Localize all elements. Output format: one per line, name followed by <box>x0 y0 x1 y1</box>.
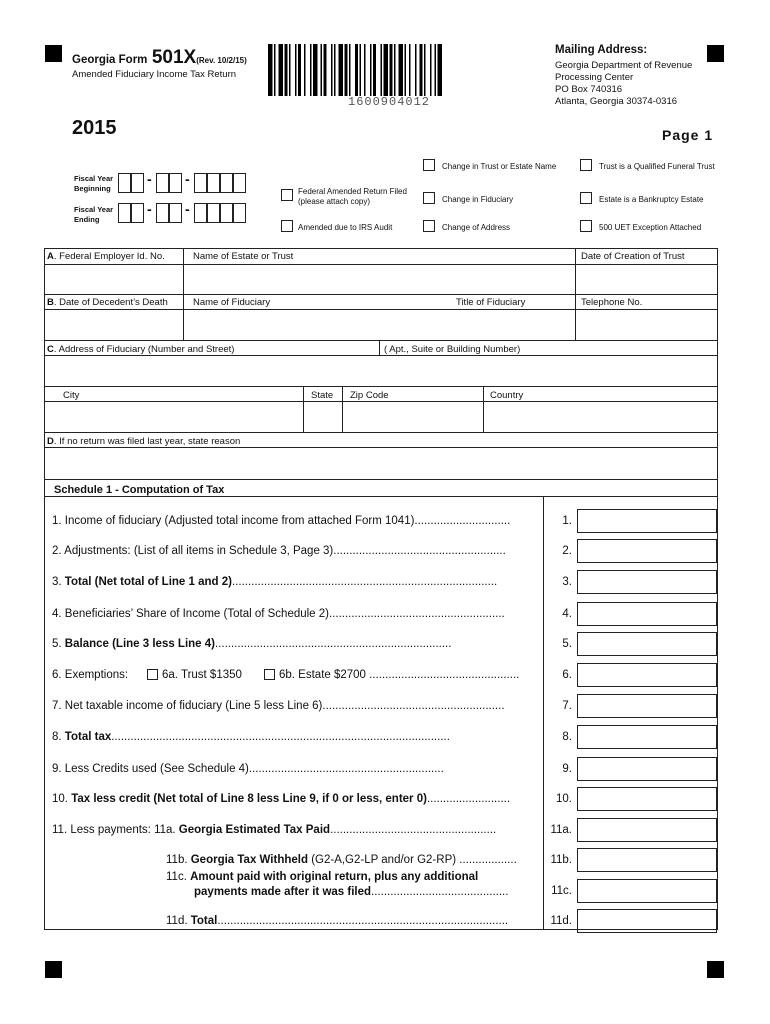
line-number: 11a. <box>550 824 572 836</box>
line-number: 9. <box>562 763 572 775</box>
line-number: 11c. <box>551 885 572 897</box>
barcode-bar <box>420 44 423 96</box>
city-label: City <box>63 390 80 401</box>
form-title <box>72 47 247 69</box>
federal-amended-label: Federal Amended Return Filed (please attach copy) <box>298 187 407 206</box>
state-field[interactable] <box>304 402 341 431</box>
fiscal-ending-label: Fiscal Year Ending <box>74 205 114 224</box>
date-digit-box[interactable] <box>118 203 131 223</box>
change-fiduciary-label: Change in Fiduciary <box>442 195 514 204</box>
country-label: Country <box>490 390 524 401</box>
line-number: 4. <box>562 608 572 620</box>
amount-field[interactable] <box>577 725 717 749</box>
barcode-bar <box>285 44 288 96</box>
date-digit-box[interactable] <box>194 173 207 193</box>
bankruptcy-estate-checkbox[interactable] <box>580 192 592 204</box>
barcode-bar <box>405 44 407 96</box>
change-trust-name-label: Change in Trust or Estate Name <box>442 162 557 171</box>
telephone-field[interactable] <box>576 310 717 339</box>
change-address-checkbox[interactable] <box>423 220 435 232</box>
fiscal-beginning-label: Fiscal Year Beginning <box>74 174 114 193</box>
amended-irs-checkbox[interactable] <box>281 220 293 232</box>
barcode-bar <box>349 44 351 96</box>
mailing-title: Mailing Address: <box>555 44 648 56</box>
date-digit-box[interactable] <box>156 203 169 223</box>
apt-label: ( Apt., Suite or Building Number) <box>384 344 521 355</box>
barcode-bar <box>435 44 437 96</box>
line-number: 1. <box>562 515 572 527</box>
zip-field[interactable] <box>343 402 482 431</box>
amount-field[interactable] <box>577 602 717 626</box>
barcode-bar <box>345 44 348 96</box>
qualified-funeral-label: Trust is a Qualified Funeral Trust <box>599 162 715 171</box>
amended-irs-label: Amended due to IRS Audit <box>298 223 393 232</box>
fiscal-year-ending-input[interactable] <box>118 203 268 225</box>
barcode-bar <box>334 44 336 96</box>
barcode-bar <box>415 44 417 96</box>
divider <box>44 432 718 433</box>
date-digit-box[interactable] <box>131 173 144 193</box>
amount-field[interactable] <box>577 694 717 718</box>
schedule-line: 3. Total (Net total of Line 1 and 2)................................................................................... <box>52 576 498 588</box>
registration-mark-bottom-left <box>45 961 62 978</box>
line-number: 5. <box>562 638 572 650</box>
registration-mark-bottom-right <box>707 961 724 978</box>
line-11d: 11d. Total........................................................................................... <box>166 915 509 927</box>
estate-name-label: Name of Estate or Trust <box>193 251 294 262</box>
date-digit-box[interactable] <box>194 203 207 223</box>
change-trust-name-checkbox[interactable] <box>423 159 435 171</box>
line-number: 6. <box>562 669 572 681</box>
barcode-bar <box>394 44 396 96</box>
barcode-bar <box>324 44 327 96</box>
date-digit-box[interactable] <box>207 203 220 223</box>
amount-field[interactable] <box>577 663 717 687</box>
line-number: 3. <box>562 576 572 588</box>
divider <box>44 479 718 480</box>
barcode-bar <box>438 44 443 96</box>
date-digit-box[interactable] <box>118 173 131 193</box>
line-11a: 11. Less payments: 11a. Georgia Estimated Tax Paid.................................................... <box>52 824 497 836</box>
amount-field[interactable] <box>577 632 717 656</box>
line-number: 11b. <box>550 854 572 866</box>
employer-id-field[interactable] <box>45 265 182 294</box>
amount-field[interactable] <box>577 879 717 903</box>
decedent-death-field[interactable] <box>45 310 182 339</box>
mailing-line4: Atlanta, Georgia 30374-0316 <box>555 96 678 107</box>
amount-field[interactable] <box>577 570 717 594</box>
date-digit-box[interactable] <box>233 173 246 193</box>
uet-exception-checkbox[interactable] <box>580 220 592 232</box>
divider <box>543 496 544 930</box>
line-number: 7. <box>562 700 572 712</box>
page-number: Page 1 <box>662 127 714 143</box>
bankruptcy-estate-label: Estate is a Bankruptcy Estate <box>599 195 704 204</box>
fiduciary-address-label: C. Address of Fiduciary (Number and Street) <box>47 344 235 355</box>
date-separator: - <box>185 201 190 217</box>
barcode-bar <box>384 44 389 96</box>
date-digit-box[interactable] <box>169 203 182 223</box>
barcode-bar <box>321 44 323 96</box>
barcode-bar <box>313 44 318 96</box>
line-11c: 11c. Amount paid with original return, plus any additional payments made after it was filed........................................... <box>166 871 509 898</box>
barcode-bar <box>355 44 358 96</box>
date-creation-label: Date of Creation of Trust <box>581 251 685 262</box>
tax-year: 2015 <box>72 117 117 139</box>
schedule-line: 2. Adjustments: (List of all items in Schedule 3, Page 3)...................................................... <box>52 545 506 557</box>
mailing-line1: Georgia Department of Revenue <box>555 60 693 71</box>
barcode-bar <box>339 44 344 96</box>
line-6: 6. Exemptions: <box>52 669 129 681</box>
amount-field[interactable] <box>577 509 717 533</box>
amount-field[interactable] <box>577 757 717 781</box>
divider <box>44 386 718 387</box>
fiduciary-name-field[interactable] <box>184 310 574 339</box>
barcode-number: 1600904012 <box>348 95 431 109</box>
divider <box>379 340 380 355</box>
exemption-estate-checkbox[interactable] <box>264 669 275 680</box>
date-digit-box[interactable] <box>131 203 144 223</box>
date-digit-box[interactable] <box>233 203 246 223</box>
barcode-bar <box>364 44 366 96</box>
registration-mark-top-right <box>707 45 724 62</box>
barcode-bar <box>430 44 432 96</box>
barcode-bar <box>268 44 273 96</box>
fiduciary-title-label: Title of Fiduciary <box>456 297 526 308</box>
date-digit-box[interactable] <box>220 173 233 193</box>
exemption-trust-checkbox[interactable] <box>147 669 158 680</box>
schedule-title: Schedule 1 - Computation of Tax <box>54 484 225 496</box>
state-label: State <box>311 390 334 401</box>
date-digit-box[interactable] <box>207 173 220 193</box>
barcode-bar <box>399 44 404 96</box>
estate-name-field[interactable] <box>184 265 574 294</box>
change-fiduciary-checkbox[interactable] <box>423 192 435 204</box>
line-11b: 11b. Georgia Tax Withheld (G2-A,G2-LP and/or G2-RP) .................. <box>166 854 517 866</box>
change-address-label: Change of Address <box>442 223 511 232</box>
barcode <box>266 44 518 96</box>
barcode-bar <box>279 44 284 96</box>
telephone-label: Telephone No. <box>581 297 643 308</box>
amount-field[interactable] <box>577 909 717 933</box>
date-digit-box[interactable] <box>220 203 233 223</box>
form-subtitle: Amended Fiduciary Income Tax Return <box>72 69 237 80</box>
barcode-bar <box>360 44 362 96</box>
exemption-estate-label: 6b. Estate $2700 ............................................... <box>279 669 520 681</box>
schedule-line: 7. Net taxable income of fiduciary (Line 5 less Line 6)......................................................... <box>52 700 505 712</box>
decedent-death-label: B. Date of Decedent’s Death <box>47 297 168 308</box>
barcode-bar <box>381 44 383 96</box>
barcode-bar <box>390 44 393 96</box>
barcode-bar <box>373 44 376 96</box>
divider <box>44 496 718 497</box>
barcode-bar <box>409 44 411 96</box>
employer-id-label: A. Federal Employer Id. No. <box>47 251 165 262</box>
amount-field[interactable] <box>577 787 717 811</box>
qualified-funeral-checkbox[interactable] <box>580 159 592 171</box>
date-digit-box[interactable] <box>156 173 169 193</box>
line-number: 2. <box>562 545 572 557</box>
federal-amended-checkbox[interactable] <box>281 189 293 201</box>
fiduciary-name-label: Name of Fiduciary <box>193 297 271 308</box>
schedule-line: 5. Balance (Line 3 less Line 4).......................................................................... <box>52 638 452 650</box>
form-revision: (Rev. 10/2/15) <box>196 56 247 65</box>
barcode-bar <box>424 44 426 96</box>
date-separator: - <box>147 201 152 217</box>
date-separator: - <box>185 171 190 187</box>
barcode-bar <box>274 44 276 96</box>
schedule-line: 10. Tax less credit (Net total of Line 8 less Line 9, if 0 or less, enter 0).......................... <box>52 793 511 805</box>
divider <box>44 294 718 295</box>
uet-exception-label: 500 UET Exception Attached <box>599 223 702 232</box>
registration-mark-top-left <box>45 45 62 62</box>
amount-field[interactable] <box>577 818 717 842</box>
exemption-trust-label: 6a. Trust $1350 <box>162 669 242 681</box>
schedule-line: 9. Less Credits used (See Schedule 4)............................................................. <box>52 763 444 775</box>
barcode-bar <box>310 44 312 96</box>
form-prefix: Georgia Form <box>72 54 148 66</box>
mailing-line2: Processing Center <box>555 72 634 83</box>
form-number: 501X <box>151 47 197 68</box>
country-field[interactable] <box>484 402 717 431</box>
schedule-line: 1. Income of fiduciary (Adjusted total income from attached Form 1041).............................. <box>52 515 511 527</box>
date-separator: - <box>147 171 152 187</box>
barcode-bar <box>304 44 306 96</box>
city-field[interactable] <box>45 402 302 431</box>
barcode-bar <box>289 44 291 96</box>
line-number: 10. <box>556 793 572 805</box>
line-number: 8. <box>562 731 572 743</box>
zip-label: Zip Code <box>350 390 389 401</box>
fiscal-year-beginning-input[interactable] <box>118 173 268 195</box>
line-number: 11d. <box>550 915 572 927</box>
fiduciary-address-field[interactable] <box>45 356 717 385</box>
schedule-line: 4. Beneficiaries’ Share of Income (Total of Schedule 2)....................................................... <box>52 608 505 620</box>
amount-field[interactable] <box>577 539 717 563</box>
date-creation-field[interactable] <box>576 265 717 294</box>
date-digit-box[interactable] <box>169 173 182 193</box>
barcode-bar <box>331 44 333 96</box>
no-return-reason-field[interactable] <box>45 448 717 478</box>
divider <box>44 340 718 341</box>
barcode-bar <box>298 44 301 96</box>
amount-field[interactable] <box>577 848 717 872</box>
schedule-line: 8. Total tax.......................................................................................................... <box>52 731 450 743</box>
mailing-line3: PO Box 740316 <box>555 84 623 95</box>
barcode-bar <box>295 44 297 96</box>
no-return-reason-label: D. If no return was filed last year, state reason <box>47 436 241 447</box>
barcode-bar <box>370 44 372 96</box>
